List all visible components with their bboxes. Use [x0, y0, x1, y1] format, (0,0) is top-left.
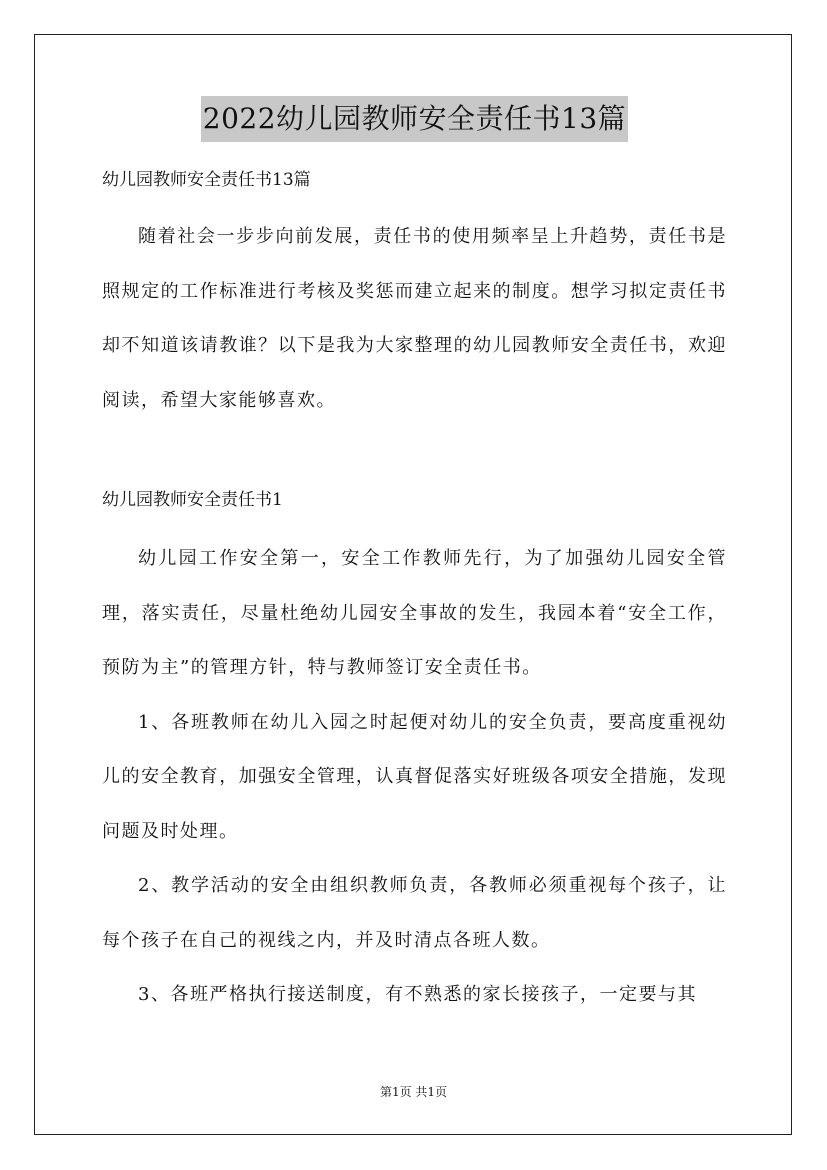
page-footer: 第1页 共1页: [379, 1085, 448, 1099]
body-paragraph: 幼儿园工作安全第一，安全工作教师先行，为了加强幼儿园安全管理，落实责任，尽量杜绝幼儿园安全事故的发生，我园本着“安全工作，预防为主”的管理方针，特与教师签订安全责任书。: [102, 548, 727, 678]
intro-paragraph: 随着社会一步步向前发展，责任书的使用频率呈上升趋势，责任书是照规定的工作标准进行考核及奖惩而建立起来的制度。想学习拟定责任书却不知道该请教谁？以下是我为大家整理的幼儿园教师安全责任书，欢迎阅读，希望大家能够喜欢。: [102, 226, 727, 411]
document-subtitle: 幼儿园教师安全责任书13篇: [102, 170, 311, 190]
body-paragraph: 3、各班严格执行接送制度，有不熟悉的家长接孩子，一定要与其: [138, 984, 697, 1005]
document-title: 2022幼儿园教师安全责任书13篇: [201, 96, 628, 142]
section-heading: 幼儿园教师安全责任书1: [102, 490, 283, 510]
document-body: [102, 96, 727, 1023]
body-paragraph: 2、教学活动的安全由组织教师负责，各教师必须重视每个孩子，让每个孩子在自己的视线之内，并及时清点各班人数。: [102, 875, 727, 951]
title-wrap: [102, 96, 727, 142]
body-paragraph: 1、各班教师在幼儿入园之时起便对幼儿的安全负责，要高度重视幼儿的安全教育，加强安全管理，认真督促落实好班级各项安全措施，发现问题及时处理。: [102, 711, 727, 842]
